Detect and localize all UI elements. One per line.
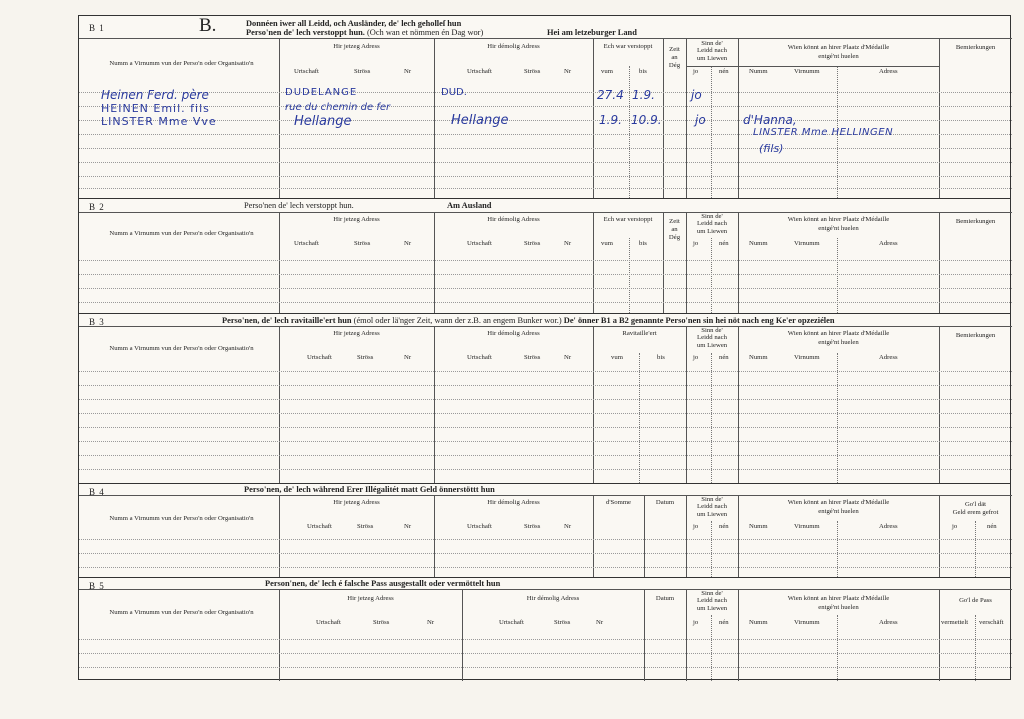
- entry-addr-town2: Hellange: [294, 114, 352, 129]
- entry-old-addr-1: DUD.: [441, 87, 467, 98]
- entry-name-3: LINSTER Mme Vve: [101, 115, 217, 128]
- section-b4-title: Perso'nen, de' lech während Erer Illégalitét matt Geld önnerstöttt hun: [244, 485, 495, 494]
- entry-jo-2: jo: [695, 113, 706, 127]
- section-b1-id: B 1: [89, 23, 105, 33]
- section-b4: B 4 Perso'nen, de' lech während Erer Illégalitét matt Geld önnerstöttt hun Numm a Virnumm vun der Perso'n oder Organisatio'n Hir jetzeg Adress Urtschaft Ströss Nr Hir démolig Adress Urtschaft Ströss Nr d'Somme Datum Sinn de' Leidd nach um Liewen jo nén Wien könnt an hirer Plaatz d'Médaille entgé'nt huelen Numm Virnumm Adress Go'l dät Geld erem gefrot jo nén: [79, 483, 1010, 577]
- section-b5-id: B 5: [89, 581, 105, 591]
- entry-addr-town: DUDELANGE: [285, 87, 358, 98]
- section-b4-id: B 4: [89, 487, 105, 497]
- section-b3: B 3 Perso'nen, de' lech ravitaille'ert hun (émol oder lä'nger Zeit, wann der z.B. an engem Bunker wor.) De' önner B1 a B2 genannte Perso'nen sin hei nöt nach eng Ke'er opzeziélen Numm a Virnumm vun der Perso'n oder Organisatio'n Hir jetzeg Adress Urtschaft Ströss Nr Hir démolig Adress Urtschaft Ströss Nr Ravitaille'ert vum bis Sinn de' Leidd nach um Liewen jo nén Wien könnt an hirer Plaatz d'Médaille entgé'nt huelen Numm Virnumm Adress Bemierkungen: [79, 313, 1010, 483]
- section-b1-title-line1: Donnéen iwer all Leidd, och Ausländer, de' lech geholleſ hun: [246, 19, 462, 28]
- header-numm: Numm a Virnumm vun der Perso'n oder Organisatio'n: [109, 60, 254, 67]
- entry-date-from-2: 1.9.: [599, 113, 622, 127]
- entry-name-2: HEINEN Emil. fils: [101, 102, 210, 115]
- section-letter: B.: [199, 15, 217, 36]
- section-b5: B 5 Person'nen, de' lech é falsche Pass ausgestallt oder vermöttelt hun Numm a Virnumm vun der Perso'n oder Organisatio'n Hir jetzeg Adress Urtschaft Ströss Nr Hir démolig Adress Urtschaft Ströss Nr Datum Sinn de' Leidd nach um Liewen jo nén Wien könnt an hirer Plaatz d'Médaille entgé'nt huelen Numm Virnumm Adress Go'l de Pass vermettelt verschäft: [79, 577, 1010, 681]
- section-b1: B 1 B. Donnéen iwer all Leidd, och Ausländer, de' lech geholleſ hun Perso'nen de' lech verstoppt hun. (Och wan et nömmen én Dag wor) Hei am letzeburger Land Numm a Virnumm vun der Perso'n oder Organisatio'n Hir jetzeg Adress Urtschaft Ströss Nr Hir démolig Adress Urtschaft Ströss Nr Ech war verstoppt vum bis Zeit an Dég Sinn de' Leidd nach um Liewen jo nén Wien könnt an hirer Plaatz d'Médaille entgé'nt huelen Numm Virnumm Adress Bemierkungen Heinen Ferd. père HEINEN Emil. fils LINSTER Mme Vve DUDELANGE rue du chemin de fer Hellange DUD. Hellange 27.4 1.9. 1.9. 10.9. jo jo d'Hanna, LINSTER Mme HELLINGEN (fils): [79, 16, 1010, 198]
- section-b1-title-right: Hei am letzeburger Land: [547, 28, 637, 37]
- entry-date-from-1: 27.4: [597, 88, 624, 102]
- entry-date-to-2: 10.9.: [631, 113, 662, 127]
- entry-medal-2: LINSTER Mme HELLINGEN: [753, 127, 894, 138]
- section-b2: B 2 Perso'nen de' lech verstoppt hun. Am Ausland Numm a Virnumm vun der Perso'n oder Organisatio'n Hir jetzeg Adress Urtschaft Ströss Nr Hir démolig Adress Urtschaft Ströss Nr Ech war verstoppt vum bis Zeit an Dég Sinn de' Leidd nach um Liewen jo nén Wien könnt an hirer Plaatz d'Médaille entgé'nt huelen Numm Virnumm Adress Bemierkungen: [79, 198, 1010, 313]
- entry-jo-1: jo: [691, 88, 702, 102]
- section-b3-id: B 3: [89, 317, 105, 327]
- entry-old-addr-2: Hellange: [451, 113, 509, 128]
- section-b3-title: Perso'nen, de' lech ravitaille'ert hun (émol oder lä'nger Zeit, wann der z.B. an engem Bunker wor.) De' önner B1 a B2 genannte Perso'nen sin hei nöt nach eng Ke'er opzeziélen: [222, 316, 835, 325]
- entry-date-to-1: 1.9.: [632, 88, 655, 102]
- entry-medal-1: d'Hanna,: [743, 113, 797, 127]
- section-b1-title-line2: Perso'nen de' lech verstoppt hun. (Och wan et nömmen én Dag wor): [246, 28, 484, 37]
- entry-name-1: Heinen Ferd. père: [101, 88, 209, 102]
- section-b2-title-right: Am Ausland: [447, 201, 492, 210]
- entry-medal-3: (fils): [759, 142, 784, 155]
- entry-addr-street: rue du chemin de fer: [285, 102, 391, 113]
- form-sheet: [78, 15, 1011, 680]
- section-b2-id: B 2: [89, 202, 105, 212]
- section-b2-title: Perso'nen de' lech verstoppt hun.: [244, 201, 354, 210]
- section-b5-title: Person'nen, de' lech é falsche Pass ausgestallt oder vermöttelt hun: [265, 579, 501, 588]
- header-hir-demolig: Hir démolig Adress: [487, 43, 540, 50]
- header-hir-jetzeg: Hir jetzeg Adress: [333, 43, 380, 50]
